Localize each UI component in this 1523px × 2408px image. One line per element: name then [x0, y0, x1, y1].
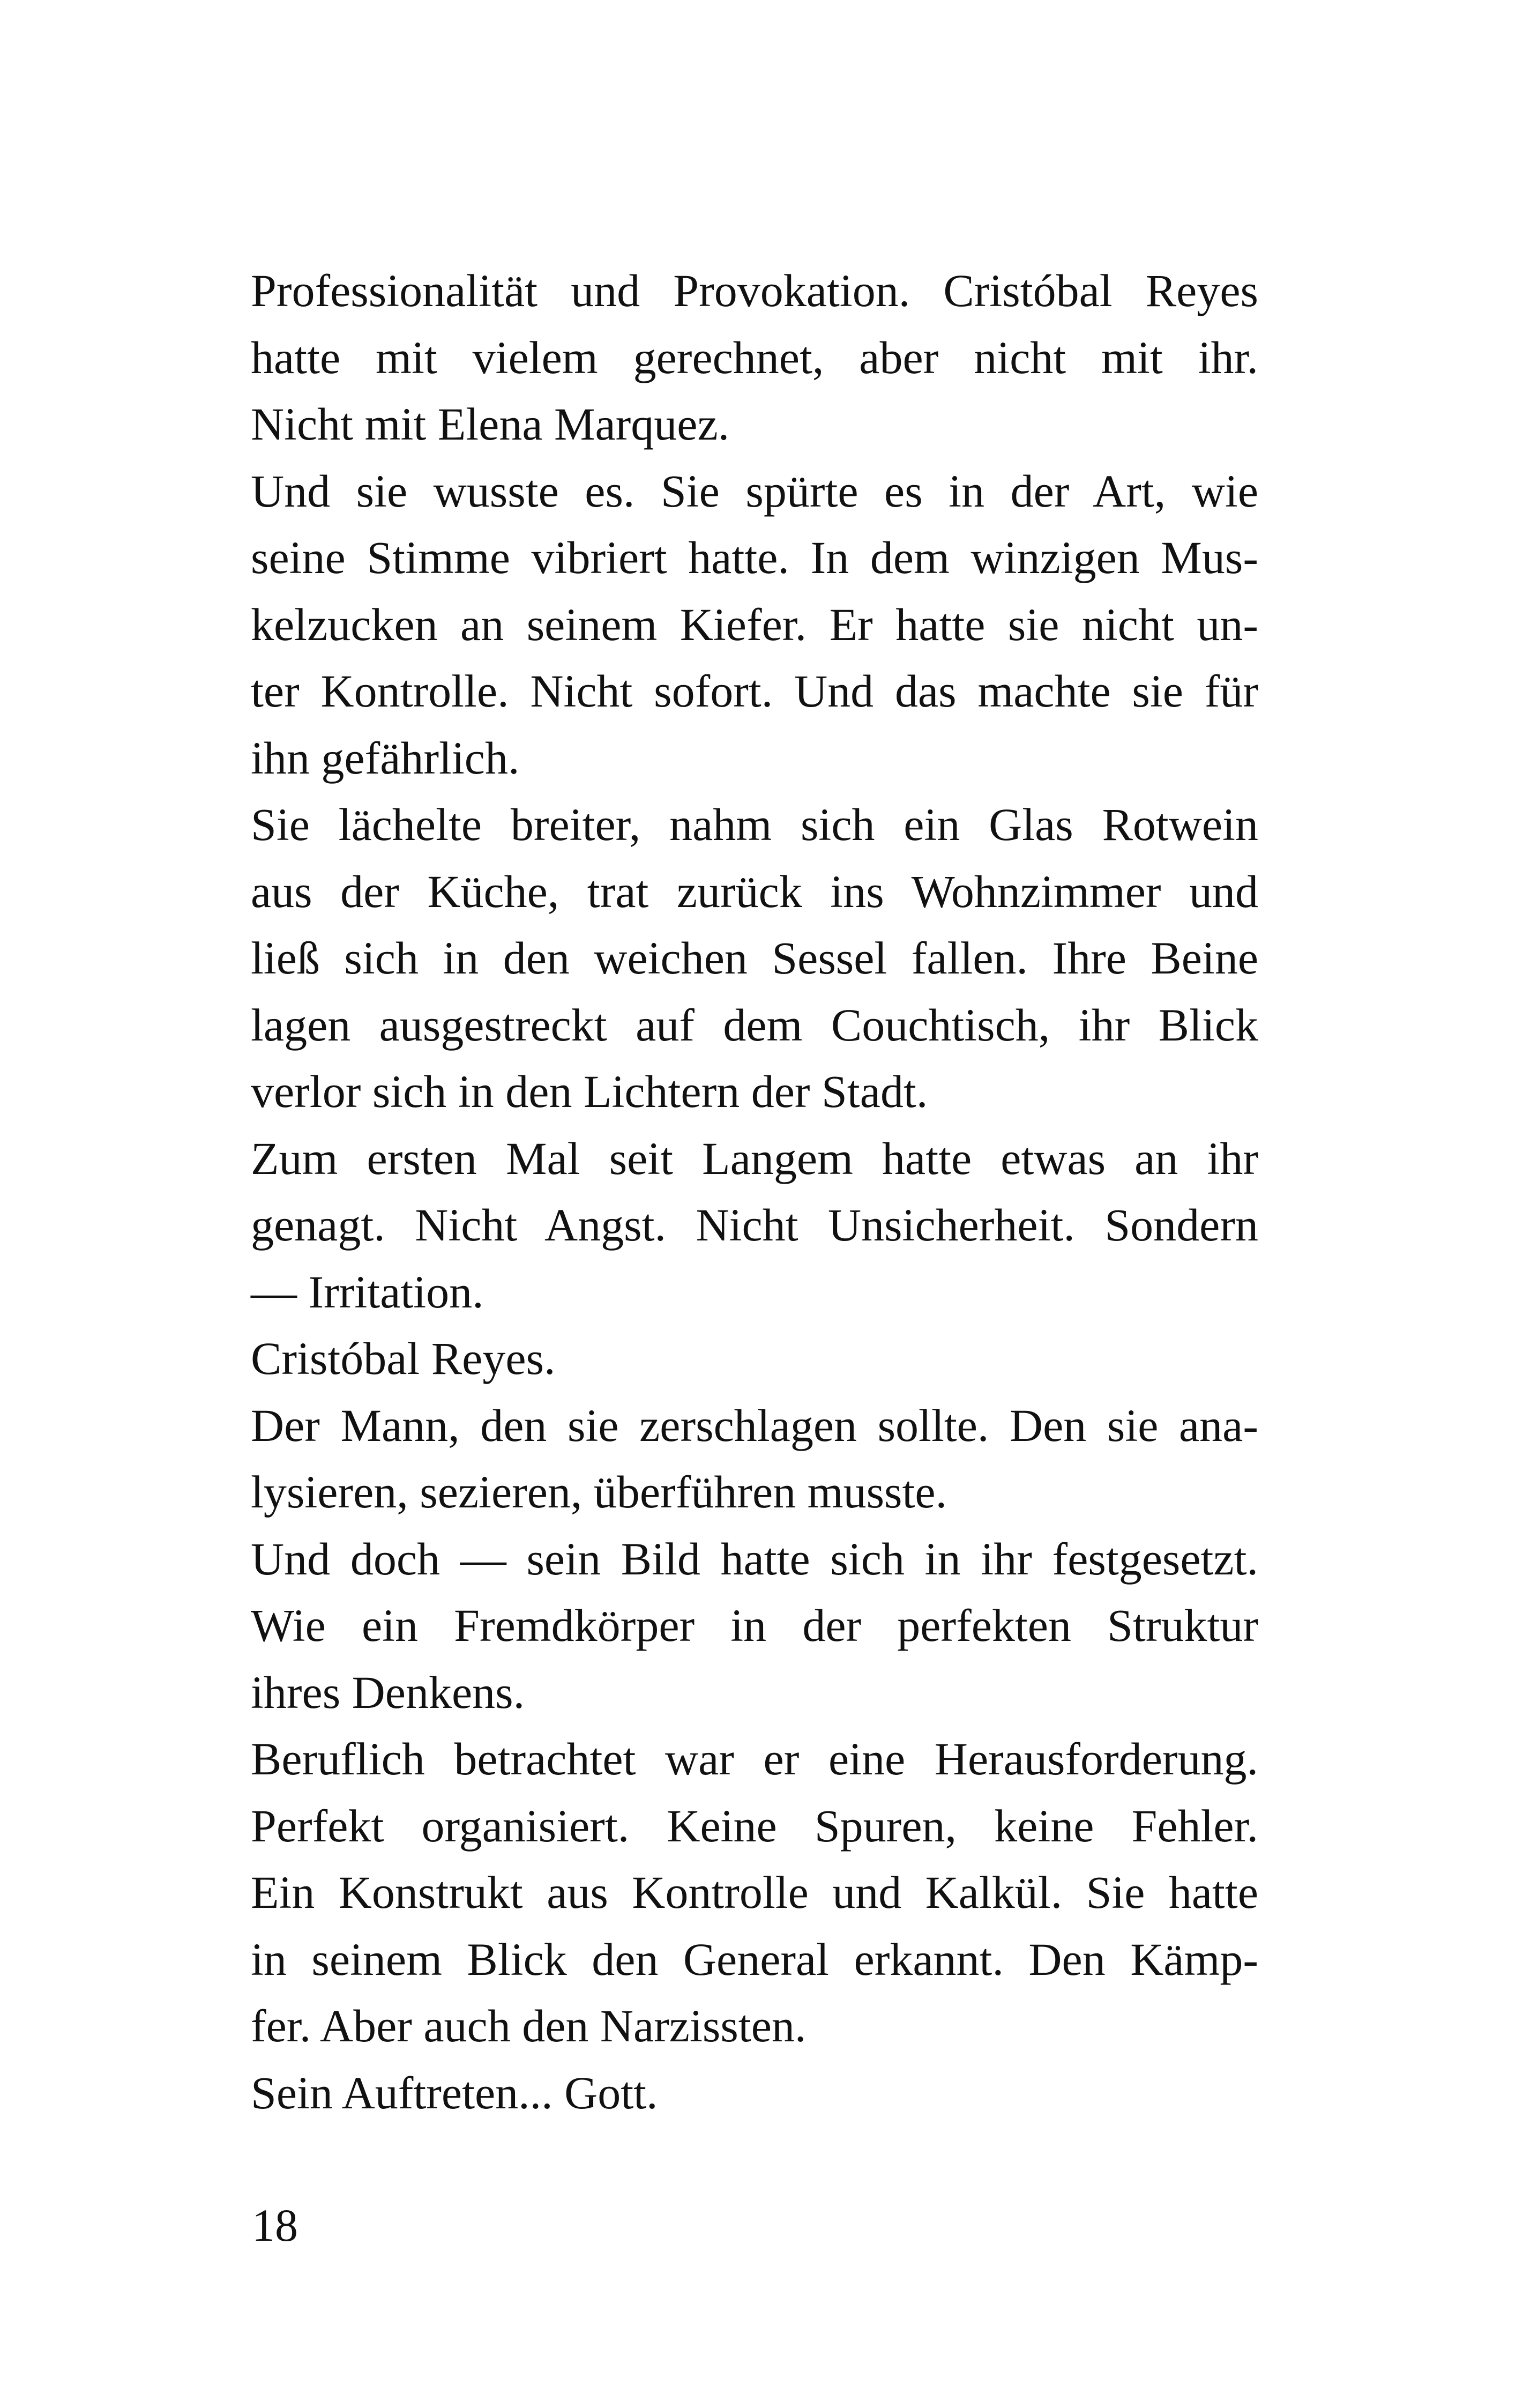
text-line: Professionalität und Provokation. Cristóbal Reyes — [251, 265, 1258, 316]
text-line: aus der Küche, trat zurück ins Wohnzimmer und — [251, 865, 1258, 917]
text-line: Nicht mit Elena Marquez. — [251, 398, 730, 450]
text-line: seine Stimme vibriert hatte. In dem winzigen Mus- — [251, 532, 1258, 583]
text-line: Wie ein Fremdkörper in der perfekten Struktur — [251, 1600, 1258, 1651]
page-number: 18 — [252, 2199, 298, 2251]
text-line: Ein Konstrukt aus Kontrolle und Kalkül. Sie hatte — [251, 1867, 1258, 1918]
text-line: Sie lächelte breiter, nahm sich ein Glas Rotwein — [251, 799, 1258, 850]
text-line: Und sie wusste es. Sie spürte es in der Art, wie — [251, 465, 1258, 517]
text-line: Cristóbal Reyes. — [251, 1333, 556, 1384]
text-line: Beruflich betrachtet war er eine Herausforderung. — [251, 1733, 1258, 1785]
text-line: ließ sich in den weichen Sessel fallen. Ihre Beine — [251, 932, 1258, 984]
text-line: in seinem Blick den General erkannt. Den Kämp- — [251, 1933, 1258, 1985]
text-line: Perfekt organisiert. Keine Spuren, keine Fehler. — [251, 1800, 1258, 1852]
text-line: hatte mit vielem gerechnet, aber nicht mit ihr. — [251, 331, 1258, 383]
text-line: kelzucken an seinem Kiefer. Er hatte sie nicht un- — [251, 598, 1258, 650]
text-line: verlor sich in den Lichtern der Stadt. — [251, 1066, 928, 1117]
body-text — [251, 257, 1258, 2126]
text-line: ihn gefährlich. — [251, 732, 520, 784]
text-line: ter Kontrolle. Nicht sofort. Und das machte sie für — [251, 665, 1258, 717]
text-line: lagen ausgestreckt auf dem Couchtisch, ihr Blick — [251, 999, 1258, 1051]
text-line: ihres Denkens. — [251, 1666, 525, 1718]
text-line: genagt. Nicht Angst. Nicht Unsicherheit. Sondern — [251, 1199, 1258, 1251]
text-line: — Irritation. — [251, 1266, 484, 1318]
text-line: Und doch — sein Bild hatte sich in ihr festgesetzt. — [251, 1533, 1258, 1585]
text-line: lysieren, sezieren, überführen musste. — [251, 1466, 947, 1518]
text-line: fer. Aber auch den Narzissten. — [251, 2000, 807, 2052]
text-line: Zum ersten Mal seit Langem hatte etwas an ihr — [251, 1132, 1258, 1184]
text-line: Sein Auftreten... Gott. — [251, 2067, 658, 2119]
text-line: Der Mann, den sie zerschlagen sollte. Den sie ana- — [251, 1399, 1258, 1451]
